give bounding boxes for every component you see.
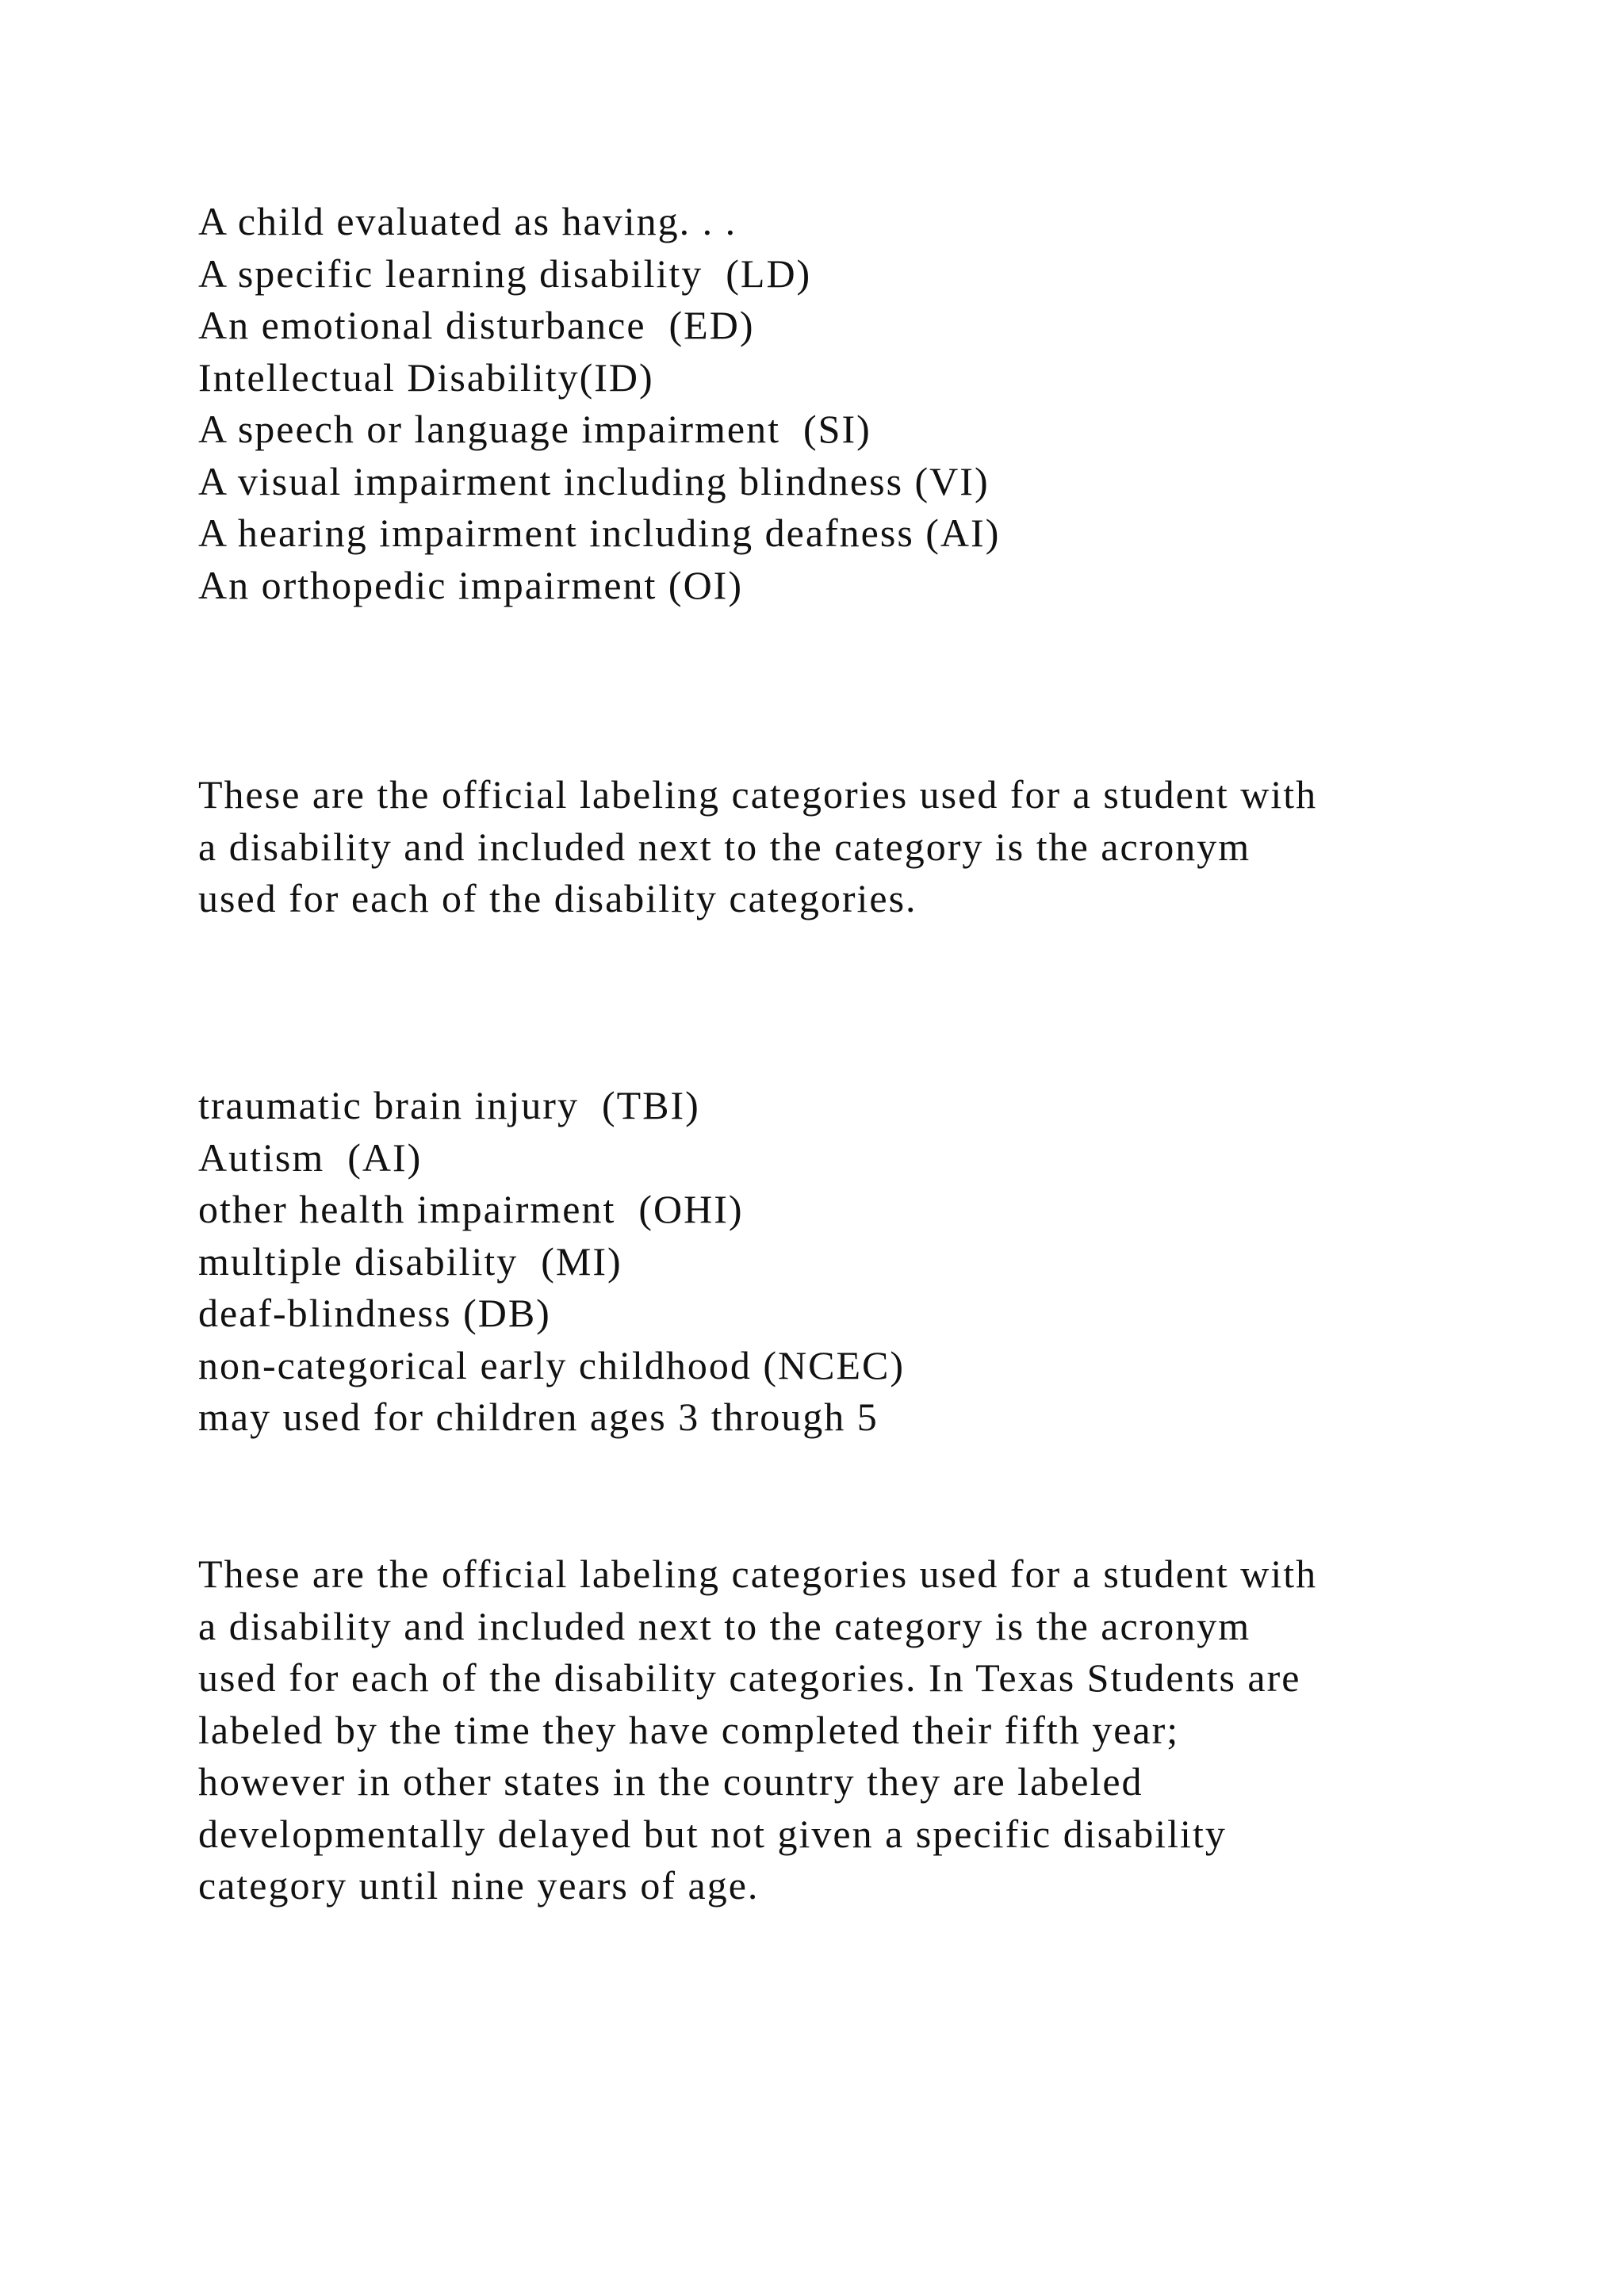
list-item-ncec: non-categorical early childhood (NCEC) [198, 1342, 905, 1387]
list-item-ncec-note: may used for children ages 3 through 5 [198, 1395, 879, 1439]
list-item-id: Intellectual Disability(ID) [198, 354, 654, 400]
paragraph-line: These are the official labeling categories used for a student with [198, 772, 1318, 817]
paragraph-line: category until nine years of age. [198, 1863, 760, 1908]
disability-list-part-2 [198, 1080, 1507, 1444]
explanation-paragraph-1 [198, 769, 1507, 925]
paragraph-line: however in other states in the country they are labeled [198, 1759, 1143, 1804]
list-item-tbi: traumatic brain injury (TBI) [198, 1083, 700, 1127]
list-item-ld: A specific learning disability (LD) [198, 251, 812, 296]
paragraph-line: used for each of the disability categories. In Texas Students are [198, 1655, 1301, 1700]
paragraph-line: developmentally delayed but not given a specific disability [198, 1811, 1227, 1856]
list-item-ohi: other health impairment (OHI) [198, 1187, 744, 1231]
paragraph-line: a disability and included next to the category is the acronym [198, 1603, 1251, 1648]
paragraph-line: These are the official labeling categories used for a student with [198, 1552, 1318, 1596]
list-item-vi: A visual impairment including blindness (VI) [198, 458, 990, 503]
list-item-oi: An orthopedic impairment (OI) [198, 562, 743, 607]
intro-line: A child evaluated as having. . . [198, 199, 737, 243]
list-item-si: A speech or language impairment (SI) [198, 407, 871, 451]
list-item-autism: Autism (AI) [198, 1135, 423, 1180]
paragraph-line: labeled by the time they have completed their fifth year; [198, 1707, 1180, 1752]
list-item-ed: An emotional disturbance (ED) [198, 303, 755, 347]
explanation-paragraph-2 [198, 1548, 1507, 1912]
paragraph-line: a disability and included next to the category is the acronym [198, 824, 1251, 869]
list-item-db: deaf-blindness (DB) [198, 1291, 551, 1335]
disability-list-part-1 [198, 196, 1507, 611]
paragraph-line: used for each of the disability categories. [198, 876, 917, 920]
list-item-ai-hearing: A hearing impairment including deafness (AI) [198, 511, 1001, 555]
list-item-mi: multiple disability (MI) [198, 1238, 622, 1284]
